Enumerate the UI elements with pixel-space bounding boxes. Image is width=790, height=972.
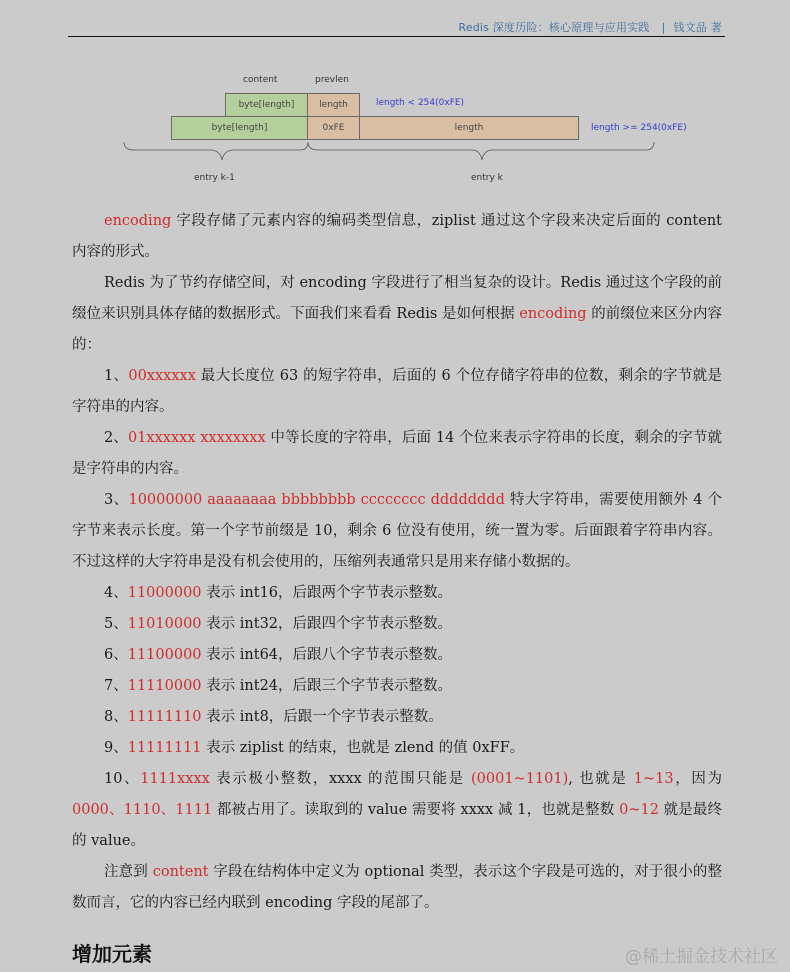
highlighted-term: 1111xxxx [140,771,210,787]
row2-content-box: byte[length] [171,116,308,140]
header-separator: | [661,21,666,34]
text-run: 特大字符串，需要使用额外 4 个字节来表示长度。第一个字节前缀是 10，剩余 6 位没有使用，统一置为零。后面跟着字符串内容。不过这样的大字符串是没有机会使用的，压缩列表通常只是用来存储小数据的。 [72,492,722,570]
entry-k-label: entry k [471,173,503,183]
text-run: 6、 [104,647,128,663]
ziplist-entry-diagram [0,60,790,190]
book-author: 钱文品 著 [673,21,722,34]
row1-content-box: byte[length] [225,93,308,117]
highlighted-term: 11100000 [127,647,202,663]
text-run: 的前缀位来区分内容的： [72,306,723,353]
page-header [0,0,790,40]
row2-prevlen-flag-box: 0xFE [307,116,360,140]
highlighted-term: 0~12 [619,802,659,818]
paragraph [72,423,722,485]
row2-note: length >= 254(0xFE) [591,123,687,133]
text-run: 10、 [104,771,141,787]
text-run: 都被占用了。读取到的 value 需要将 xxxx 减 1，也就是整数 [212,802,620,818]
text-run: 表示 int24，后跟三个字节表示整数。 [201,678,453,694]
text-run: 中等长度的字符串，后面 14 个位来表示字符串的长度，剩余的字节就是字符串的内容。 [72,430,723,477]
highlighted-term: 11010000 [127,616,202,632]
text-run: 表示极小整数，xxxx 的范围只能是 [209,771,471,787]
paragraph [72,764,722,857]
running-header [458,19,722,35]
paragraph [72,609,722,640]
paragraph [72,485,722,578]
highlighted-term: 11110000 [127,678,202,694]
text-run: 就是最终的 value。 [72,802,723,849]
row2-prevlen-length-box: length [359,116,579,140]
book-title: Redis 深度历险：核心原理与应用实践 [458,21,650,34]
row1-prevlen-box: length [307,93,360,117]
text-run: Redis 为了节约存储空间，对 encoding 字段进行了相当复杂的设计。Redis 通过这个字段的前缀位来识别具体存储的数据形式。下面我们来看看 Redis 是如何根据 [72,275,722,322]
text-run: 5、 [104,616,128,632]
entry-braces [120,140,660,170]
section-heading: 增加元素 [72,942,152,966]
paragraph [72,268,722,361]
text-run: 表示 ziplist 的结束，也就是 zlend 的值 0xFF。 [201,740,525,756]
paragraph [72,733,722,764]
paragraph [72,578,722,609]
paragraph [72,206,722,268]
row1-note: length < 254(0xFE) [376,98,465,108]
highlighted-term: 1~13 [633,771,674,787]
text-run: 3、 [104,492,129,508]
highlighted-term: content [152,864,209,880]
text-run: 最大长度位 63 的短字符串，后面的 6 个位存储字符串的位数，剩余的字节就是字符串的内容。 [72,368,722,415]
text-run: , 也就是 [568,771,634,787]
paragraph [72,640,722,671]
text-run: ，因为 [673,771,723,787]
highlighted-term: 01xxxxxx xxxxxxxx [127,430,266,446]
text-run: 表示 int16，后跟两个字节表示整数。 [201,585,453,601]
text-run: 9、 [104,740,128,756]
paragraph [72,361,722,423]
paragraph [72,702,722,733]
text-run: 字段存储了元素内容的编码类型信息，ziplist 通过这个字段来决定后面的 content 内容的形式。 [72,213,722,260]
watermark: @稀土掘金技术社区 [625,947,778,967]
text-run: 字段在结构体中定义为 optional 类型，表示这个字段是可选的，对于很小的整数而言，它的内容已经内联到 encoding 字段的尾部了。 [72,864,722,911]
highlighted-term: encoding [519,306,587,322]
text-run: 1、 [104,368,129,384]
highlighted-term: 00xxxxxx [128,368,196,384]
entry-k-minus-1-label: entry k-1 [194,173,235,183]
body-text [72,206,722,919]
text-run: 4、 [104,585,128,601]
text-run: 表示 int8，后跟一个字节表示整数。 [201,709,443,725]
text-run: 注意到 [104,864,153,880]
highlighted-term: (0001~1101) [471,771,569,787]
highlighted-term: encoding [104,213,172,229]
highlighted-term: 0000、1110、1111 [72,802,213,818]
highlighted-term: 10000000 aaaaaaaa bbbbbbbb cccccccc dddddddd [128,492,505,508]
paragraph [72,671,722,702]
text-run: 8、 [104,709,128,725]
header-rule [68,36,725,37]
text-run: 7、 [104,678,128,694]
text-run: 2、 [104,430,128,446]
paragraph [72,857,722,919]
content-column-label: content [243,75,278,85]
text-run: 表示 int32，后跟四个字节表示整数。 [201,616,453,632]
highlighted-term: 11111111 [127,740,202,756]
text-run: 表示 int64，后跟八个字节表示整数。 [201,647,453,663]
highlighted-term: 11000000 [127,585,202,601]
prevlen-column-label: prevlen [315,75,349,85]
highlighted-term: 11111110 [127,709,202,725]
